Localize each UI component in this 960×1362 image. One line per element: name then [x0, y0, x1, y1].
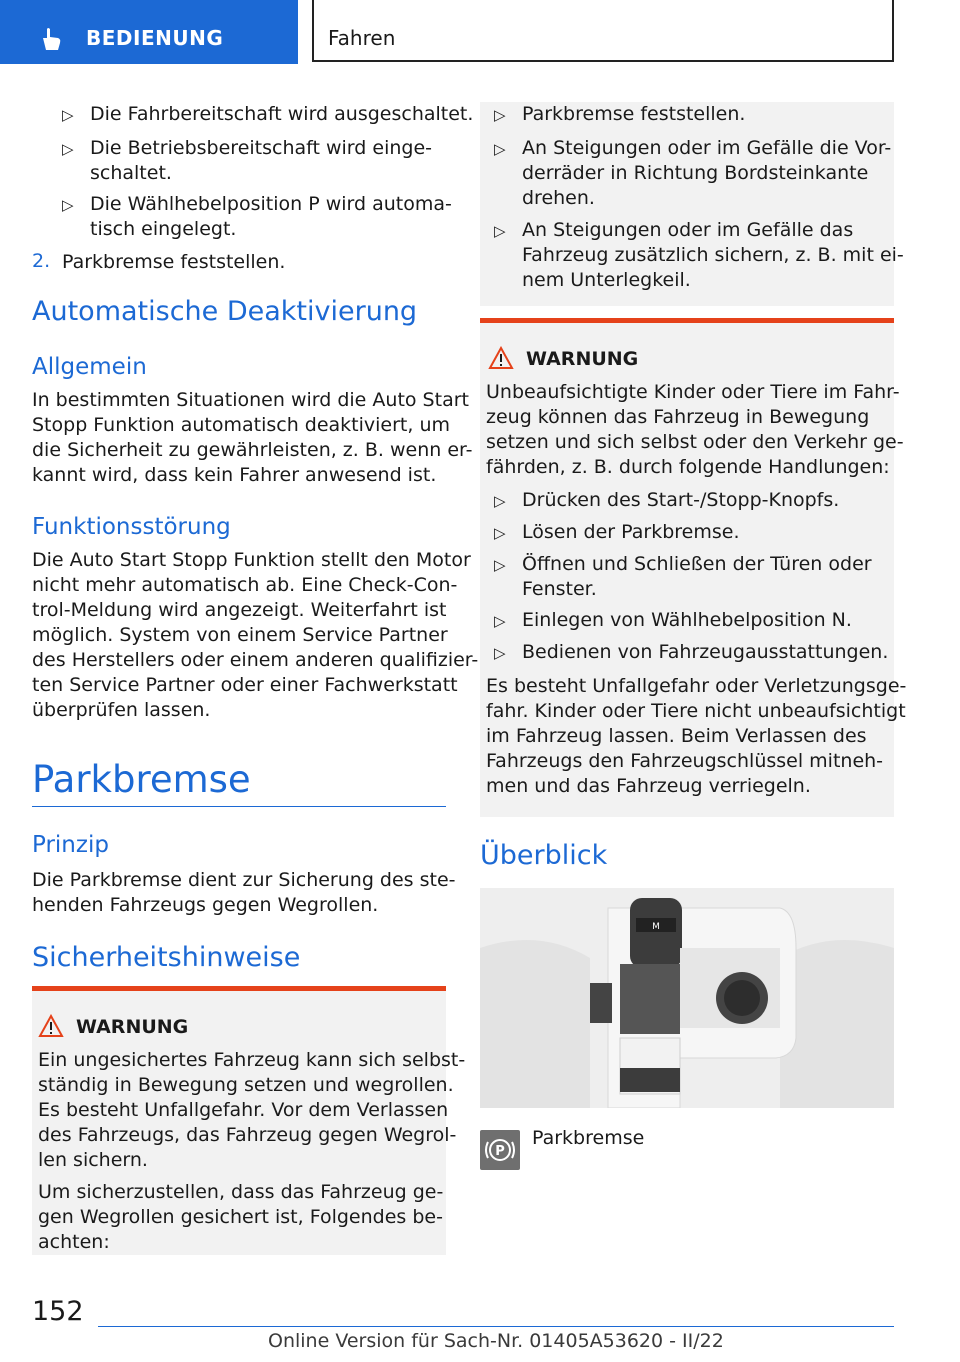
warning-title: WARNUNG — [76, 1016, 189, 1038]
list-item: Die Betriebsbereitschaft wird einge- — [90, 137, 432, 159]
svg-text:M: M — [652, 922, 660, 932]
bullet-marker: ▷ — [494, 140, 506, 158]
heading-auto-deaktivierung: Automatische Deaktivierung — [32, 296, 418, 327]
parking-brake-icon — [480, 1130, 520, 1170]
list-item-cont: tisch eingelegt. — [90, 218, 237, 240]
list-item: Die Fahrbereitschaft wird ausgeschaltet. — [90, 103, 474, 125]
list-item: Einlegen von Wählhebelposition N. — [522, 609, 852, 631]
header-chapter — [312, 0, 894, 62]
center-console-photo — [480, 888, 894, 1108]
warning-title: WARNUNG — [526, 348, 639, 370]
list-item: Lösen der Parkbremse. — [522, 521, 740, 543]
warning-line: fahr. Kinder oder Tiere nicht unbeaufsichtigt — [486, 700, 906, 722]
warning-line: men und das Fahrzeug verriegeln. — [486, 775, 811, 797]
svg-text:P: P — [495, 1144, 505, 1159]
warning-line: ständig in Bewegung setzen und wegrollen. — [38, 1074, 454, 1096]
heading-allgemein: Allgemein — [32, 354, 147, 380]
list-item-cont: Fenster. — [522, 578, 597, 600]
list-item: Öffnen und Schließen der Türen oder — [522, 553, 872, 575]
bullet-marker: ▷ — [494, 492, 506, 510]
paragraph-line: henden Fahrzeugs gegen Wegrollen. — [32, 894, 379, 916]
heading-parkbremse: Parkbremse — [32, 758, 251, 801]
heading-prinzip: Prinzip — [32, 832, 109, 858]
warning-line: des Fahrzeugs, das Fahrzeug gegen Wegrol- — [38, 1124, 457, 1146]
warning-line: Um sicherzustellen, dass das Fahrzeug ge- — [38, 1181, 444, 1203]
list-item: Drücken des Start-/Stopp-Knopfs. — [522, 489, 840, 511]
list-item: Parkbremse feststellen. — [522, 103, 746, 125]
warning-line: fährden, z. B. durch folgende Handlungen: — [486, 456, 890, 478]
warning-line: achten: — [38, 1231, 110, 1253]
heading-rule — [32, 806, 446, 807]
warning-line: len sichern. — [38, 1149, 148, 1171]
bullet-marker: ▷ — [494, 556, 506, 574]
list-item: Die Wählhebelposition P wird automa- — [90, 193, 452, 215]
warning-line: gen Wegrollen gesichert ist, Folgendes be- — [38, 1206, 443, 1228]
list-item-cont: derräder in Richtung Bordsteinkante — [522, 162, 869, 184]
paragraph-line: Stopp Funktion automatisch deaktiviert, um — [32, 414, 450, 436]
warning-line: im Fahrzeug lassen. Beim Verlassen des — [486, 725, 867, 747]
paragraph-line: In bestimmten Situationen wird die Auto Start — [32, 389, 469, 411]
list-item-cont: drehen. — [522, 187, 595, 209]
paragraph-line: nicht mehr automatisch ab. Eine Check-Con- — [32, 574, 458, 596]
paragraph-line: die Sicherheit zu gewährleisten, z. B. wenn er- — [32, 439, 473, 461]
paragraph-line: ten Service Partner oder einer Fachwerkstatt — [32, 674, 458, 696]
bullet-marker: ▷ — [494, 644, 506, 662]
warning-line: Unbeaufsichtigte Kinder oder Tiere im Fahr- — [486, 381, 900, 403]
list-item-cont: schaltet. — [90, 162, 172, 184]
paragraph-line: Die Parkbremse dient zur Sicherung des ste- — [32, 869, 456, 891]
paragraph-line: trol-Meldung wird angezeigt. Weiterfahrt ist — [32, 599, 447, 621]
paragraph-line: überprüfen lassen. — [32, 699, 211, 721]
list-item: An Steigungen oder im Gefälle das — [522, 219, 854, 241]
parking-brake-label: Parkbremse — [532, 1127, 645, 1149]
bullet-marker: ▷ — [494, 222, 506, 240]
paragraph-line: kannt wird, dass kein Fahrer anwesend ist. — [32, 464, 437, 486]
warning-triangle-icon — [38, 1014, 64, 1038]
step-number: 2. — [32, 250, 51, 272]
warning-line: Fahrzeugs den Fahrzeugschlüssel mitneh- — [486, 750, 884, 772]
footer-rule — [98, 1326, 894, 1327]
list-item-cont: Fahrzeug zusätzlich sichern, z. B. mit ei- — [522, 244, 904, 266]
footer-online-version: Online Version für Sach-Nr. 01405A53620 - II/22 — [268, 1330, 724, 1352]
bullet-marker: ▷ — [494, 106, 506, 124]
bullet-marker: ▷ — [62, 140, 74, 158]
header-section-tab — [0, 0, 298, 64]
warning-line: Ein ungesichertes Fahrzeug kann sich selbst- — [38, 1049, 466, 1071]
paragraph-line: des Herstellers oder einem anderen qualifizier- — [32, 649, 479, 671]
warning-triangle-icon — [488, 346, 514, 370]
bullet-marker: ▷ — [62, 106, 74, 124]
console-illustration — [480, 888, 894, 1108]
heading-sicherheitshinweise: Sicherheitshinweise — [32, 942, 301, 973]
list-item: An Steigungen oder im Gefälle die Vor- — [522, 137, 892, 159]
list-item-cont: nem Unterlegkeil. — [522, 269, 691, 291]
header-section-label: BEDIENUNG — [86, 26, 224, 50]
heading-funktionsstoerung: Funktionsstörung — [32, 514, 231, 540]
hand-pointer-icon — [38, 26, 64, 52]
header-chapter-label: Fahren — [328, 26, 396, 50]
paragraph-line: Die Auto Start Stopp Funktion stellt den Motor — [32, 549, 471, 571]
step-text: Parkbremse feststellen. — [62, 251, 286, 273]
heading-ueberblick: Überblick — [480, 840, 608, 871]
warning-line: setzen und sich selbst oder den Verkehr ge- — [486, 431, 904, 453]
list-item: Bedienen von Fahrzeugausstattungen. — [522, 641, 889, 663]
page-number: 152 — [32, 1296, 84, 1327]
bullet-marker: ▷ — [494, 524, 506, 542]
warning-line: Es besteht Unfallgefahr. Vor dem Verlassen — [38, 1099, 449, 1121]
bullet-marker: ▷ — [62, 196, 74, 214]
warning-line: Es besteht Unfallgefahr oder Verletzungsge- — [486, 675, 907, 697]
bullet-marker: ▷ — [494, 612, 506, 630]
warning-line: zeug können das Fahrzeug in Bewegung — [486, 406, 870, 428]
paragraph-line: möglich. System von einem Service Partner — [32, 624, 448, 646]
